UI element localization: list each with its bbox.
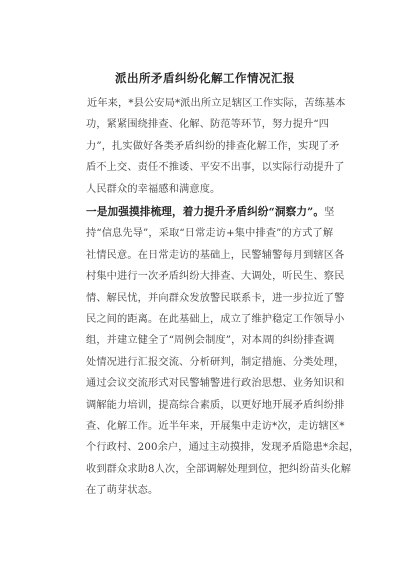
section-heading-tail: 坚 (324, 207, 335, 218)
text-line: 持“信息先导”，采取“日常走访+集中排查”的方式了解 (86, 228, 334, 240)
section-heading: 一是加强摸排梳理，着力提升矛盾纠纷“洞察力”。 (86, 206, 325, 218)
text-line: 力”，扎实做好各类矛盾纠纷的排查化解工作，实现了矛 (86, 140, 340, 152)
text-line: 组，并建立健全了“周例会制度”，对本周的纠纷排查调 (86, 335, 335, 347)
text-line: 调解能力培训，提高综合素质，以更好地开展矛盾纠纷排 (86, 399, 345, 411)
paragraph-section-one (86, 202, 360, 501)
text-line: 处情况进行汇报交流、分析研判，制定措施、分类处理， (86, 356, 345, 368)
text-line: 功，紧紧围绕排查、化解、防范等环节，努力提升“四 (86, 119, 330, 131)
paragraph-intro (86, 93, 346, 200)
text-line: 在了萌芽状态。 (86, 485, 159, 497)
section-heading-line (86, 202, 334, 223)
text-line: 村集中进行一次矛盾纠纷大排查、大调处，听民生、察民 (86, 271, 345, 283)
document-title: 派出所矛盾纠纷化解工作情况汇报 (115, 71, 295, 85)
text-line: 社情民意。在日常走访的基础上，民警辅警每月到辖区各 (86, 249, 345, 261)
text-line: 个行政村、200余户，通过主动摸排，发现矛盾隐患*余起， (86, 442, 360, 454)
text-line: 情、解民忧，并向群众发放警民联系卡，进一步拉近了警 (86, 292, 345, 304)
text-line: 民之间的距离。在此基础上，成立了维护稳定工作领导小 (86, 313, 345, 325)
text-line: 查、化解工作。近半年来，开展集中走访*次，走访辖区* (86, 420, 345, 432)
text-line: 人民群众的幸福感和满意度。 (86, 183, 221, 195)
text-line: 盾不上交、责任不推诿、平安不出事，以实际行动提升了 (86, 162, 345, 174)
text-line: 通过会议交流形式对民警辅警进行政治思想、业务知识和 (86, 378, 345, 390)
text-line: 近年来，*县公安局*派出所立足辖区工作实际，苦练基本 (87, 98, 346, 109)
text-line: 收到群众求助8人次，全部调解处理到位，把纠纷苗头化解 (86, 463, 352, 475)
